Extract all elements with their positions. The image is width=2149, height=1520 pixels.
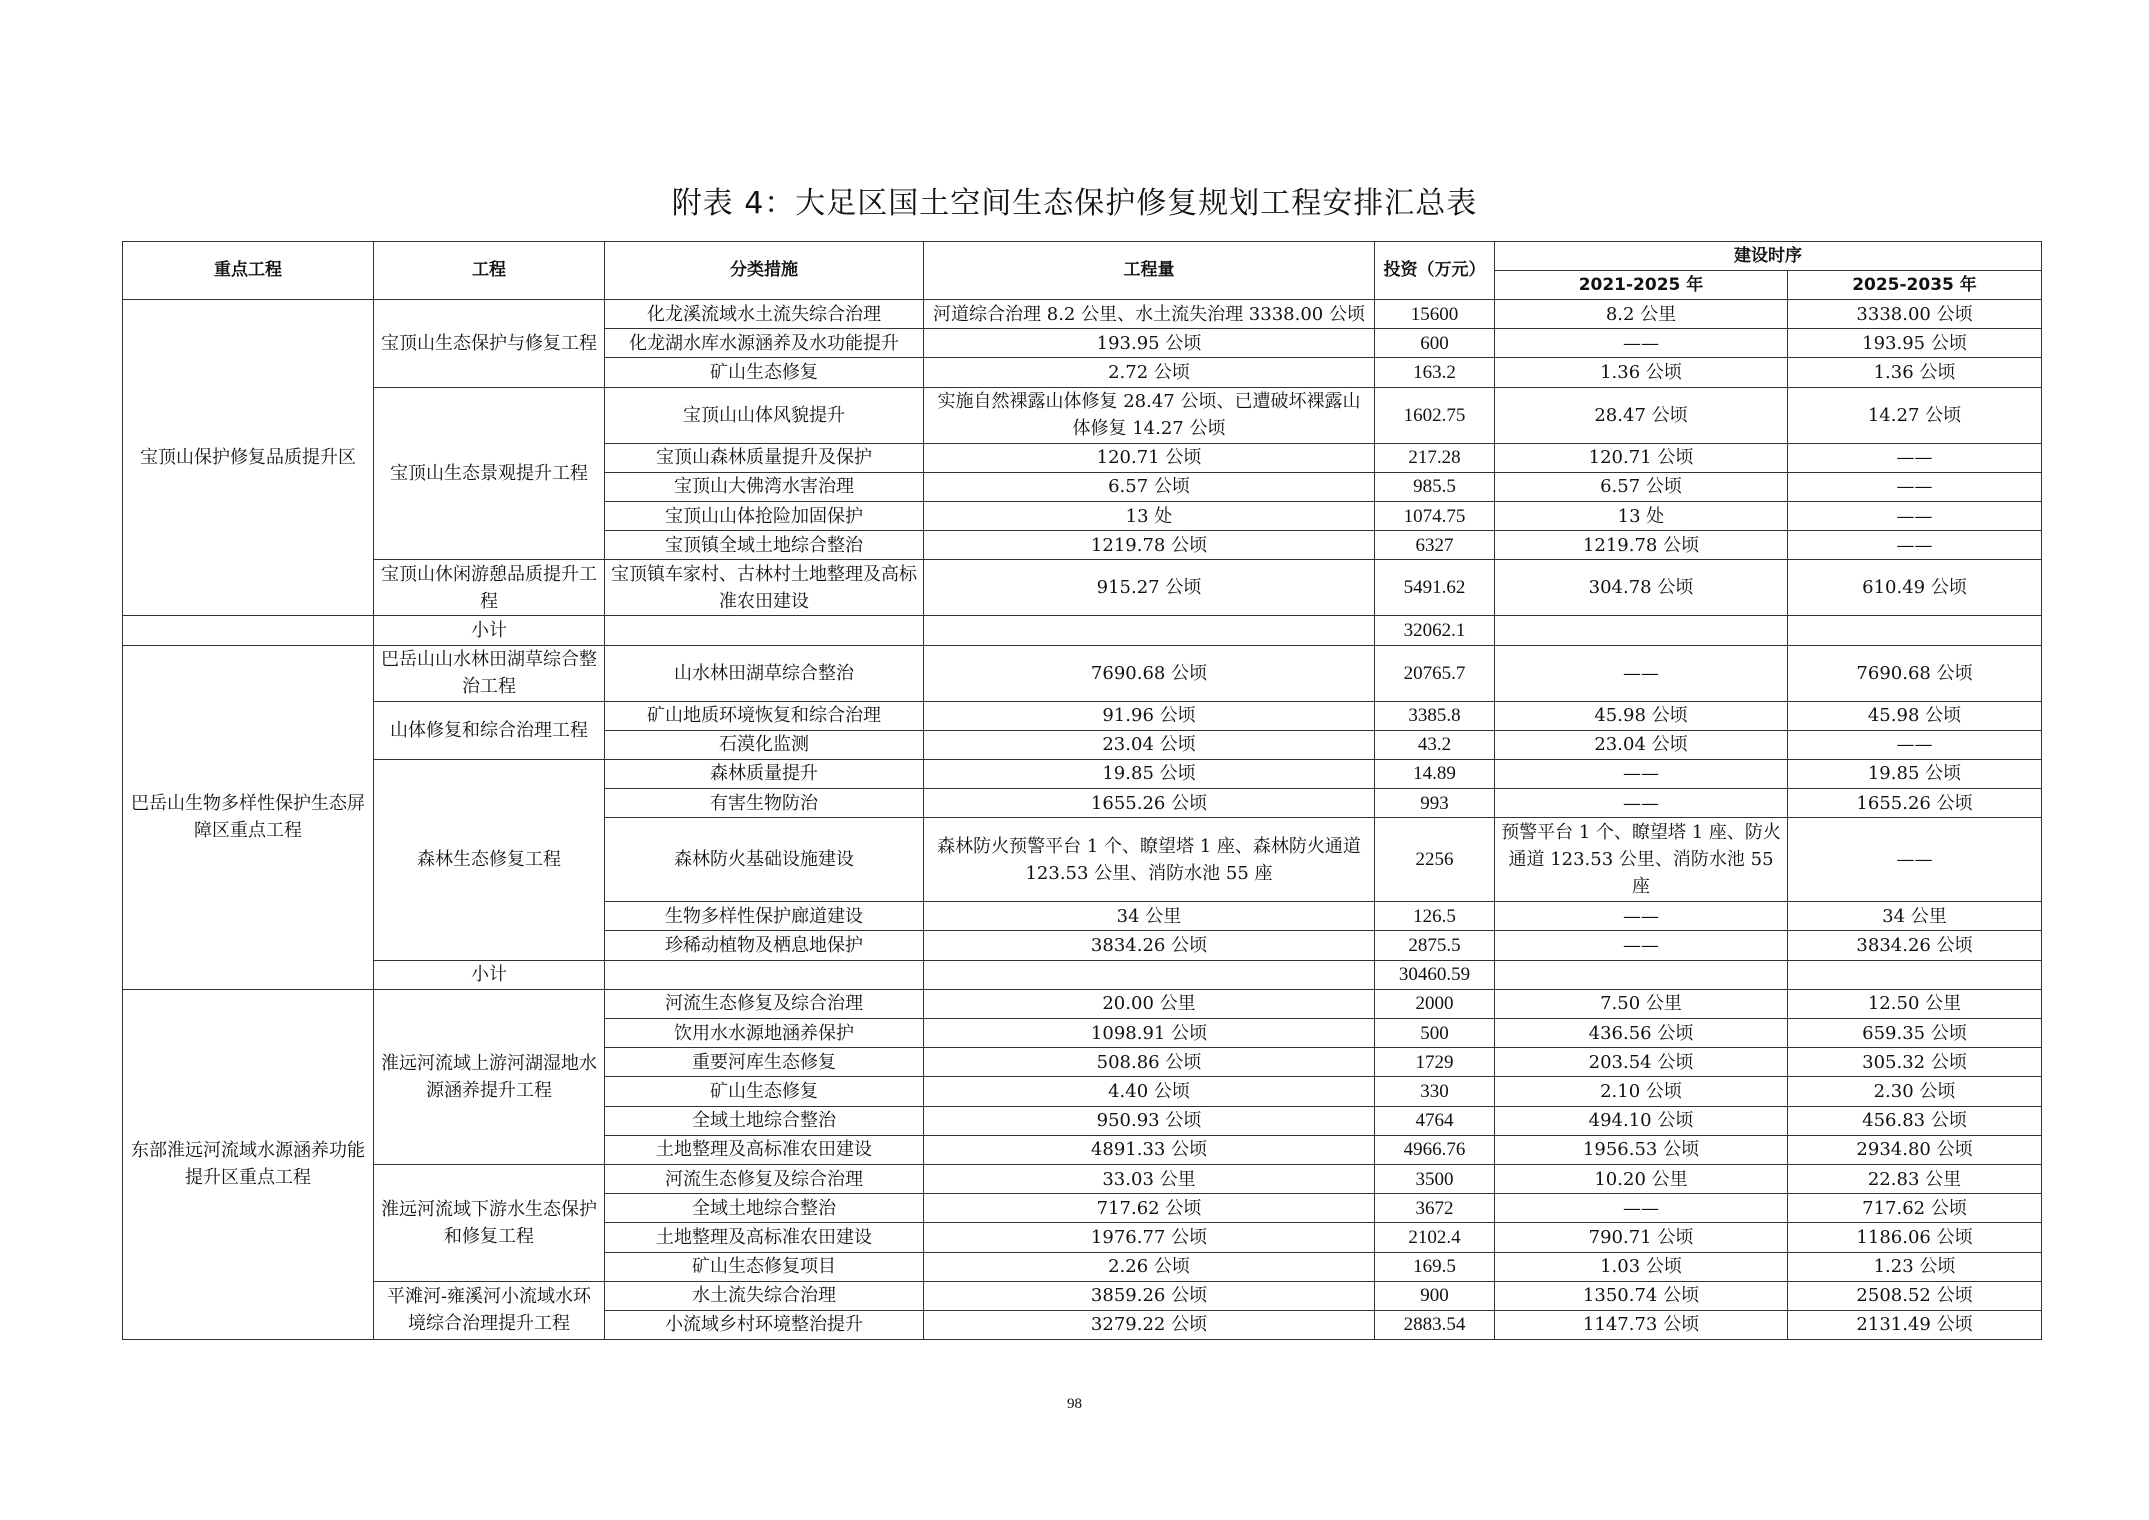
measure-cell: 土地整理及高标准农田建设 <box>605 1223 924 1252</box>
investment-cell: 2256 <box>1375 818 1495 902</box>
quantity-cell: 4891.33 公顷 <box>924 1135 1375 1164</box>
investment-cell: 6327 <box>1375 531 1495 560</box>
quantity-cell: 2.72 公顷 <box>924 358 1375 387</box>
investment-cell: 2883.54 <box>1375 1310 1495 1339</box>
period2-cell: 1.23 公顷 <box>1788 1252 2042 1281</box>
quantity-cell: 1655.26 公顷 <box>924 789 1375 818</box>
quantity-cell: 1098.91 公顷 <box>924 1019 1375 1048</box>
period2-cell: —— <box>1788 818 2042 902</box>
measure-cell: 石漠化监测 <box>605 730 924 759</box>
period1-cell: 7.50 公里 <box>1495 989 1788 1018</box>
measure-cell: 全域土地综合整治 <box>605 1106 924 1135</box>
investment-cell: 3672 <box>1375 1194 1495 1223</box>
header-key-project: 重点工程 <box>123 242 374 300</box>
investment-cell: 330 <box>1375 1077 1495 1106</box>
period2-cell: 2508.52 公顷 <box>1788 1281 2042 1310</box>
page-title: 附表 4：大足区国土空间生态保护修复规划工程安排汇总表 <box>671 186 1478 221</box>
project-name: 宝顶山生态景观提升工程 <box>374 387 605 560</box>
quantity-cell: 4.40 公顷 <box>924 1077 1375 1106</box>
period2-cell: 1655.26 公顷 <box>1788 789 2042 818</box>
subtotal-blank <box>1788 960 2042 989</box>
investment-cell: 2875.5 <box>1375 931 1495 960</box>
quantity-cell: 河道综合治理 8.2 公里、水土流失治理 3338.00 公顷 <box>924 300 1375 329</box>
subtotal-blank <box>1495 960 1788 989</box>
period1-cell: 436.56 公顷 <box>1495 1019 1788 1048</box>
period1-cell: 120.71 公顷 <box>1495 443 1788 472</box>
period2-cell: —— <box>1788 730 2042 759</box>
header-project: 工程 <box>374 242 605 300</box>
quantity-cell: 23.04 公顷 <box>924 730 1375 759</box>
subtotal-blank <box>1495 616 1788 645</box>
investment-cell: 217.28 <box>1375 443 1495 472</box>
period1-cell: —— <box>1495 1194 1788 1223</box>
subtotal-blank <box>1788 616 2042 645</box>
quantity-cell: 2.26 公顷 <box>924 1252 1375 1281</box>
subtotal-value: 30460.59 <box>1375 960 1495 989</box>
period2-cell: 2131.49 公顷 <box>1788 1310 2042 1339</box>
header-quantity: 工程量 <box>924 242 1375 300</box>
subtotal-label: 小计 <box>374 960 605 989</box>
period2-cell: 610.49 公顷 <box>1788 560 2042 616</box>
period1-cell: —— <box>1495 329 1788 358</box>
period1-cell: 304.78 公顷 <box>1495 560 1788 616</box>
quantity-cell: 3834.26 公顷 <box>924 931 1375 960</box>
subtotal-blank <box>605 616 924 645</box>
quantity-cell: 120.71 公顷 <box>924 443 1375 472</box>
quantity-cell: 508.86 公顷 <box>924 1048 1375 1077</box>
measure-cell: 化龙溪流域水土流失综合治理 <box>605 300 924 329</box>
period2-cell: 456.83 公顷 <box>1788 1106 2042 1135</box>
investment-cell: 14.89 <box>1375 759 1495 788</box>
header-row <box>123 242 2042 271</box>
period1-cell: 23.04 公顷 <box>1495 730 1788 759</box>
investment-cell: 1602.75 <box>1375 387 1495 443</box>
investment-cell: 5491.62 <box>1375 560 1495 616</box>
investment-cell: 20765.7 <box>1375 645 1495 701</box>
period1-cell: 预警平台 1 个、瞭望塔 1 座、防火通道 123.53 公里、消防水池 55 座 <box>1495 818 1788 902</box>
investment-cell: 169.5 <box>1375 1252 1495 1281</box>
period2-cell: 717.62 公顷 <box>1788 1194 2042 1223</box>
measure-cell: 宝顶山山体抢险加固保护 <box>605 501 924 530</box>
investment-cell: 4966.76 <box>1375 1135 1495 1164</box>
period2-cell: 659.35 公顷 <box>1788 1019 2042 1048</box>
project-name: 山体修复和综合治理工程 <box>374 701 605 759</box>
subtotal-label: 小计 <box>374 616 605 645</box>
quantity-cell: 1219.78 公顷 <box>924 531 1375 560</box>
subtotal-blank <box>123 616 374 645</box>
period1-cell: —— <box>1495 645 1788 701</box>
period2-cell: 45.98 公顷 <box>1788 701 2042 730</box>
investment-cell: 2102.4 <box>1375 1223 1495 1252</box>
group-name: 东部淮远河流域水源涵养功能提升区重点工程 <box>123 989 374 1339</box>
investment-cell: 2000 <box>1375 989 1495 1018</box>
measure-cell: 宝顶山大佛湾水害治理 <box>605 472 924 501</box>
period2-cell: 2934.80 公顷 <box>1788 1135 2042 1164</box>
measure-cell: 土地整理及高标准农田建设 <box>605 1135 924 1164</box>
subtotal-blank <box>924 616 1375 645</box>
period2-cell: —— <box>1788 501 2042 530</box>
period2-cell: 7690.68 公顷 <box>1788 645 2042 701</box>
subtotal-blank <box>605 960 924 989</box>
quantity-cell: 34 公里 <box>924 902 1375 931</box>
period1-cell: 203.54 公顷 <box>1495 1048 1788 1077</box>
measure-cell: 森林质量提升 <box>605 759 924 788</box>
header-investment: 投资（万元） <box>1375 242 1495 300</box>
project-name: 宝顶山生态保护与修复工程 <box>374 300 605 388</box>
period2-cell: 3338.00 公顷 <box>1788 300 2042 329</box>
measure-cell: 矿山生态修复项目 <box>605 1252 924 1281</box>
quantity-cell: 1976.77 公顷 <box>924 1223 1375 1252</box>
quantity-cell: 森林防火预警平台 1 个、瞭望塔 1 座、森林防火通道 123.53 公里、消防水池 55 座 <box>924 818 1375 902</box>
measure-cell: 森林防火基础设施建设 <box>605 818 924 902</box>
period1-cell: —— <box>1495 931 1788 960</box>
investment-cell: 600 <box>1375 329 1495 358</box>
project-name: 平滩河-雍溪河小流域水环境综合治理提升工程 <box>374 1281 605 1339</box>
page-number: 98 <box>1067 1396 1082 1412</box>
period2-cell: 34 公里 <box>1788 902 2042 931</box>
quantity-cell: 19.85 公顷 <box>924 759 1375 788</box>
quantity-cell: 6.57 公顷 <box>924 472 1375 501</box>
group-name: 巴岳山生物多样性保护生态屏障区重点工程 <box>123 645 374 989</box>
period1-cell: 2.10 公顷 <box>1495 1077 1788 1106</box>
period1-cell: —— <box>1495 789 1788 818</box>
project-summary-table <box>122 241 2042 1340</box>
project-name: 宝顶山休闲游憩品质提升工程 <box>374 560 605 616</box>
header-schedule: 建设时序 <box>1495 242 2042 271</box>
period2-cell: 3834.26 公顷 <box>1788 931 2042 960</box>
period1-cell: 790.71 公顷 <box>1495 1223 1788 1252</box>
measure-cell: 矿山地质环境恢复和综合治理 <box>605 701 924 730</box>
period1-cell: 28.47 公顷 <box>1495 387 1788 443</box>
period1-cell: —— <box>1495 759 1788 788</box>
period2-cell: 22.83 公里 <box>1788 1164 2042 1193</box>
period2-cell: 14.27 公顷 <box>1788 387 2042 443</box>
header-period-2021-2025: 2021-2025 年 <box>1495 271 1788 300</box>
measure-cell: 宝顶山山体风貌提升 <box>605 387 924 443</box>
period1-cell: 1350.74 公顷 <box>1495 1281 1788 1310</box>
period2-cell: —— <box>1788 531 2042 560</box>
measure-cell: 矿山生态修复 <box>605 1077 924 1106</box>
period1-cell: 45.98 公顷 <box>1495 701 1788 730</box>
period1-cell: 1.36 公顷 <box>1495 358 1788 387</box>
period1-cell: 8.2 公里 <box>1495 300 1788 329</box>
period1-cell: 1147.73 公顷 <box>1495 1310 1788 1339</box>
header-period-2025-2035: 2025-2035 年 <box>1788 271 2042 300</box>
header-measure: 分类措施 <box>605 242 924 300</box>
period1-cell: —— <box>1495 902 1788 931</box>
investment-cell: 900 <box>1375 1281 1495 1310</box>
measure-cell: 重要河库生态修复 <box>605 1048 924 1077</box>
quantity-cell: 13 处 <box>924 501 1375 530</box>
measure-cell: 宝顶山森林质量提升及保护 <box>605 443 924 472</box>
investment-cell: 3500 <box>1375 1164 1495 1193</box>
investment-cell: 4764 <box>1375 1106 1495 1135</box>
investment-cell: 500 <box>1375 1019 1495 1048</box>
measure-cell: 河流生态修复及综合治理 <box>605 1164 924 1193</box>
project-name: 巴岳山山水林田湖草综合整治工程 <box>374 645 605 701</box>
period2-cell: —— <box>1788 472 2042 501</box>
quantity-cell: 915.27 公顷 <box>924 560 1375 616</box>
period1-cell: 1956.53 公顷 <box>1495 1135 1788 1164</box>
quantity-cell: 717.62 公顷 <box>924 1194 1375 1223</box>
period1-cell: 6.57 公顷 <box>1495 472 1788 501</box>
measure-cell: 宝顶镇车家村、古林村土地整理及高标准农田建设 <box>605 560 924 616</box>
investment-cell: 15600 <box>1375 300 1495 329</box>
investment-cell: 985.5 <box>1375 472 1495 501</box>
quantity-cell: 91.96 公顷 <box>924 701 1375 730</box>
period2-cell: 1.36 公顷 <box>1788 358 2042 387</box>
period2-cell: 1186.06 公顷 <box>1788 1223 2042 1252</box>
period2-cell: 305.32 公顷 <box>1788 1048 2042 1077</box>
period2-cell: 12.50 公里 <box>1788 989 2042 1018</box>
period1-cell: 494.10 公顷 <box>1495 1106 1788 1135</box>
measure-cell: 有害生物防治 <box>605 789 924 818</box>
investment-cell: 43.2 <box>1375 730 1495 759</box>
investment-cell: 993 <box>1375 789 1495 818</box>
quantity-cell: 193.95 公顷 <box>924 329 1375 358</box>
quantity-cell: 20.00 公里 <box>924 989 1375 1018</box>
subtotal-blank <box>924 960 1375 989</box>
subtotal-row <box>123 616 2042 645</box>
period1-cell: 10.20 公里 <box>1495 1164 1788 1193</box>
quantity-cell: 实施自然裸露山体修复 28.47 公顷、已遭破坏裸露山体修复 14.27 公顷 <box>924 387 1375 443</box>
subtotal-value: 32062.1 <box>1375 616 1495 645</box>
period2-cell: —— <box>1788 443 2042 472</box>
project-name: 淮远河流域下游水生态保护和修复工程 <box>374 1164 605 1281</box>
period2-cell: 2.30 公顷 <box>1788 1077 2042 1106</box>
group-name: 宝顶山保护修复品质提升区 <box>123 300 374 616</box>
investment-cell: 1074.75 <box>1375 501 1495 530</box>
quantity-cell: 7690.68 公顷 <box>924 645 1375 701</box>
investment-cell: 3385.8 <box>1375 701 1495 730</box>
quantity-cell: 33.03 公里 <box>924 1164 1375 1193</box>
project-name: 森林生态修复工程 <box>374 759 605 960</box>
quantity-cell: 3279.22 公顷 <box>924 1310 1375 1339</box>
period1-cell: 1.03 公顷 <box>1495 1252 1788 1281</box>
period1-cell: 1219.78 公顷 <box>1495 531 1788 560</box>
measure-cell: 河流生态修复及综合治理 <box>605 989 924 1018</box>
measure-cell: 化龙湖水库水源涵养及水功能提升 <box>605 329 924 358</box>
measure-cell: 全域土地综合整治 <box>605 1194 924 1223</box>
investment-cell: 126.5 <box>1375 902 1495 931</box>
measure-cell: 山水林田湖草综合整治 <box>605 645 924 701</box>
quantity-cell: 3859.26 公顷 <box>924 1281 1375 1310</box>
investment-cell: 163.2 <box>1375 358 1495 387</box>
period1-cell: 13 处 <box>1495 501 1788 530</box>
investment-cell: 1729 <box>1375 1048 1495 1077</box>
measure-cell: 珍稀动植物及栖息地保护 <box>605 931 924 960</box>
period2-cell: 193.95 公顷 <box>1788 329 2042 358</box>
measure-cell: 矿山生态修复 <box>605 358 924 387</box>
measure-cell: 宝顶镇全域土地综合整治 <box>605 531 924 560</box>
subtotal-row <box>123 960 2042 989</box>
measure-cell: 小流域乡村环境整治提升 <box>605 1310 924 1339</box>
measure-cell: 饮用水水源地涵养保护 <box>605 1019 924 1048</box>
quantity-cell: 950.93 公顷 <box>924 1106 1375 1135</box>
measure-cell: 生物多样性保护廊道建设 <box>605 902 924 931</box>
measure-cell: 水土流失综合治理 <box>605 1281 924 1310</box>
period2-cell: 19.85 公顷 <box>1788 759 2042 788</box>
project-name: 淮远河流域上游河湖湿地水源涵养提升工程 <box>374 989 605 1164</box>
